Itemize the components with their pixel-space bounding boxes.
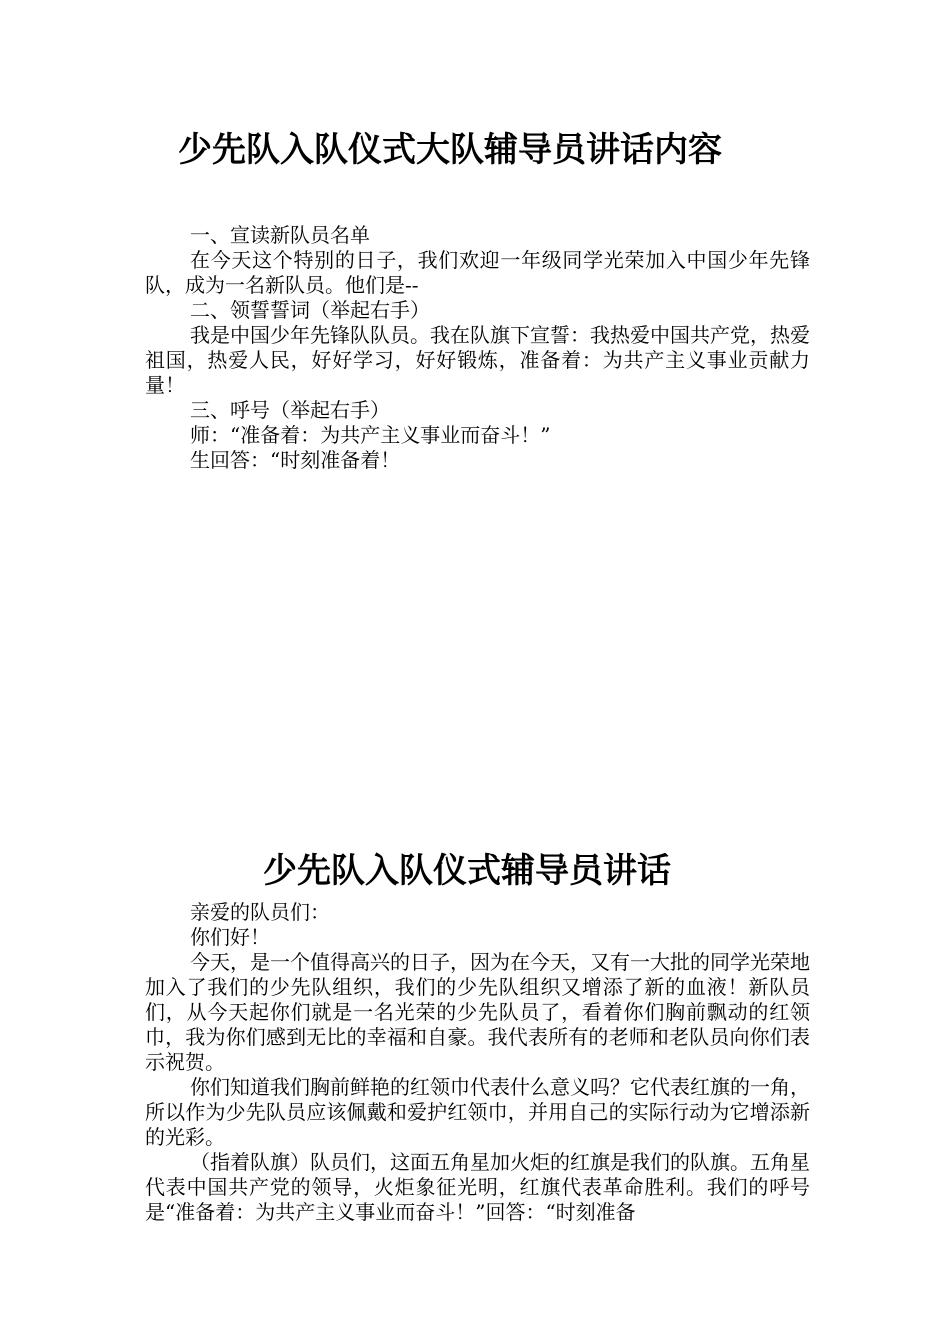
paragraph: 在今天这个特别的日子，我们欢迎一年级同学光荣加入中国少年先锋队，成为一名新队员。他们是-- (145, 248, 810, 297)
section2-body (145, 900, 810, 1225)
section1-title: 少先队入队仪式大队辅导员讲话内容 (178, 130, 722, 170)
section2-title: 少先队入队仪式辅导员讲话 (263, 851, 671, 891)
paragraph: 你们知道我们胸前鲜艳的红领巾代表什么意义吗？它代表红旗的一角，所以作为少先队员应该佩戴和爱护红领巾，并用自己的实际行动为它增添新的光彩。 (145, 1075, 810, 1149)
paragraph: 二、领誓誓词（举起右手） (190, 298, 430, 322)
paragraph: 亲爱的队员们： (190, 900, 330, 924)
paragraph: 三、呼号（举起右手） (190, 398, 390, 422)
paragraph: 师：“准备着：为共产主义事业而奋斗！” (190, 423, 551, 447)
paragraph: 今天，是一个值得高兴的日子，因为在今天，又有一大批的同学光荣地加入了我们的少先队组织，我们的少先队组织又增添了新的血液！新队员们，从今天起你们就是一名光荣的少先队员了，看着你们胸前飘动的红领巾，我为你们感到无比的幸福和自豪。我代表所有的老师和老队员向你们表示祝贺。 (145, 950, 810, 1074)
paragraph: 你们好！ (190, 925, 270, 949)
paragraph: 一、宣读新队员名单 (190, 223, 370, 247)
paragraph: 我是中国少年先锋队队员。我在队旗下宣誓：我热爱中国共产党，热爱祖国，热爱人民，好好学习，好好锻炼，准备着：为共产主义事业贡献力量！ (145, 323, 810, 397)
paragraph: 生回答：“时刻准备着！ (190, 448, 401, 472)
paragraph: （指着队旗）队员们，这面五角星加火炬的红旗是我们的队旗。五角星代表中国共产党的领导，火炬象征光明，红旗代表革命胜利。我们的呼号是“准备着：为共产主义事业而奋斗！”回答：“时刻准备 (145, 1150, 810, 1224)
section1-body (145, 223, 810, 473)
